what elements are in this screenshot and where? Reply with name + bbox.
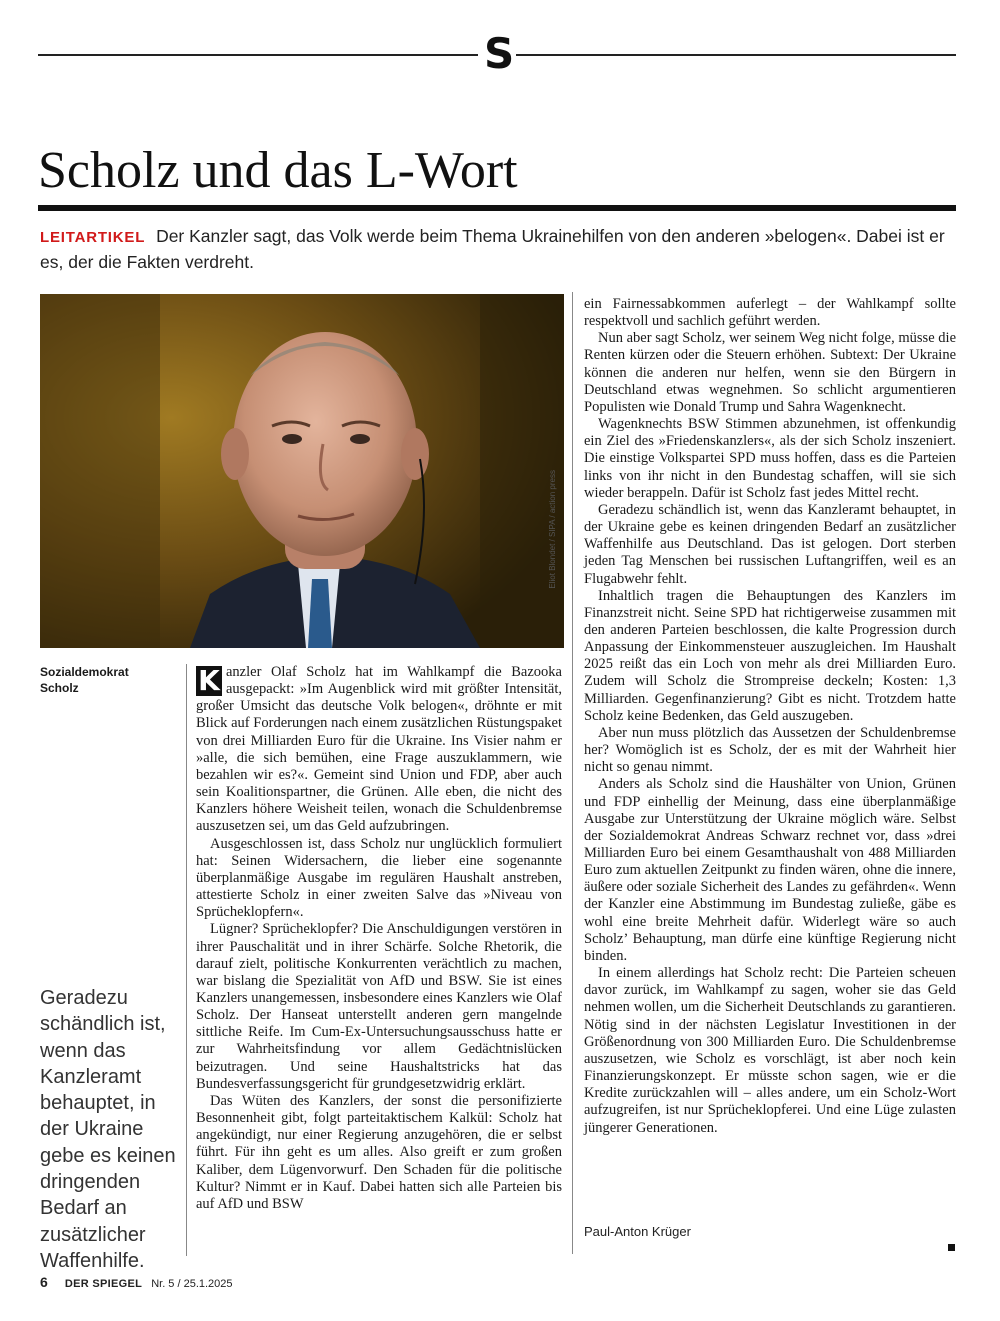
paragraph bbox=[196, 664, 562, 836]
headline: Scholz und das L-Wort bbox=[38, 142, 518, 199]
photo-caption bbox=[40, 664, 180, 696]
top-rule-left bbox=[38, 54, 478, 56]
caption-line-1: Sozialdemokrat bbox=[40, 665, 129, 679]
teaser bbox=[40, 224, 955, 275]
paragraph: Inhaltlich tragen die Behauptungen des Kanzlers im Finanzstreit nicht. Seine SPD hat richtigerweise zusammen mit den anderen Parteien beschlossen, die kalte Progression durch Anpassung der Einkommensteuer auszugleichen. Im Haushalt 2025 reißt das ein Loch von mehr als drei Milliarden Euro. Zudem will Scholz die Strompreise deckeln; Kosten: 1,3 Milliarden. Gegenfinanzierung? Gibt es nicht. Trotzdem hatte Scholz keine Bedenken, das Geld auszugeben. bbox=[584, 587, 956, 724]
article-column-right bbox=[584, 296, 956, 1137]
article-column-middle bbox=[196, 664, 562, 1213]
photo-credit: Eliot Blondet / SIPA / action press bbox=[548, 470, 557, 589]
paragraph: Nun aber sagt Scholz, wer seinem Weg nicht folge, müsse die Renten kürzen oder die Steuern erhöhen. Subtext: Der Ukraine können die anderen nur helfen, wenn sie den Bürgern in Deutschland etwas wegnehmen. So schlicht argumentieren Populisten wie Donald Trump und Sahra Wagenknecht. bbox=[584, 330, 956, 415]
paragraph: In einem allerdings hat Scholz recht: Die Parteien scheuen davor zurück, im Wahlkampf zu sagen, woher sie das Geld nehmen wollen, um die Sicherheit Deutschlands zu garantieren. Nötig sind in der nächsten Legislatur Investitionen in der Größenordnung von 300 Milliarden Euro. Die Schuldenbremse auszusetzen, wie Scholz es vorschlägt, ist aber noch kein Finanzierungskonzept. Er müsste schon sagen, wie er die Kredite zurückzahlen will – alles andere, um ein Scholz-Wort aufzugreifen, ist nur Sprücheklopferei. Und eine Lüge zulasten jüngerer Generationen. bbox=[584, 965, 956, 1136]
end-mark bbox=[948, 1244, 955, 1251]
paragraph: ein Fairnessabkommen auferlegt – der Wahlkampf sollte respektvoll und sachlich geführt werden. bbox=[584, 296, 956, 330]
paragraph: Aber nun muss plötzlich das Aussetzen der Schuldenbremse her? Womöglich ist es Scholz, der es mit der Wahrheit hier nicht so genau nimmt. bbox=[584, 724, 956, 776]
portrait-photo bbox=[40, 294, 564, 648]
spiegel-logo: S bbox=[484, 29, 515, 78]
page-number: 6 bbox=[40, 1274, 48, 1290]
column-rule-right bbox=[572, 292, 573, 1254]
paragraph-text: anzler Olaf Scholz hat im Wahlkampf die Bazooka ausgepackt: »Im Augenblick wird mit größter Intensität, großer Umsicht das deutsche Volk belogen«, dröhnte er mit Blick auf Forderungen nach einem zusätzlichen Rüstungspaket von drei Milliarden Euro für die Ukraine. Ins Visier nahm er »alle, die sich bemühen, eine Frage auszuklammern, wie bezahlen wir es?«. Gemeint sind Union und FDP, aber auch sein Koalitionspartner, die Grünen. Alle eben, die nicht des Kanzlers höhere Weisheit teilen, wonach die Schuldenbremse auszusetzen sei, um das Geld aufzubringen. bbox=[196, 664, 562, 835]
portrait-illustration bbox=[40, 294, 564, 648]
folio bbox=[40, 1274, 233, 1290]
top-rule-right bbox=[516, 54, 956, 56]
magazine-name: DER SPIEGEL bbox=[64, 1278, 143, 1290]
paragraph: Lügner? Sprücheklopfer? Die Anschuldigungen verstören in ihrer Pauschalität und in ihrer Schärfe. Solche Rhetorik, die darauf zielt, politische Konkurrenten verächtlich zu machen, war bislang die Spezialität von AfD und BSW. Sie ist eines Kanzlers unangemessen, insbesondere eines Kanzlers wie Olaf Scholz. Der Hanseat unterstellt anderen gern mangelnde sittliche Reife. Im Cum-Ex-Untersuchungsausschuss hatte er zur Wahrheitsfindung vor allem Gedächtnislücken beizutragen. Und seine Haushaltstricks hat das Bundesverfassungsgericht für grundgesetzwidrig erklärt. bbox=[196, 921, 562, 1092]
pull-quote: Geradezu schändlich ist, wenn das Kanzleramt behauptet, in der Ukraine gebe es keinen dringenden Bedarf an zusätzlicher Waffenhilfe. bbox=[40, 987, 176, 1272]
paragraph: Wagenknechts BSW Stimmen abzunehmen, ist offenkundig ein Ziel des »Friedenskanzlers«, als der sich Scholz inszeniert. Die einstige Volkspartei SPD muss hoffen, dass es die Parteien links von ihr nicht in den Bundestag schaffen, will sie sich wieder berappeln. Dafür ist Scholz fast jedes Mittel recht. bbox=[584, 416, 956, 501]
headline-rule bbox=[38, 205, 956, 211]
author-byline: Paul-Anton Krüger bbox=[584, 1224, 691, 1239]
kicker: LEITARTIKEL bbox=[40, 229, 146, 246]
column-rule-left bbox=[186, 664, 187, 1256]
issue-info: Nr. 5 / 25.1.2025 bbox=[151, 1278, 233, 1290]
paragraph: Geradezu schändlich ist, wenn das Kanzleramt behauptet, in der Ukraine gebe es keinen dringenden Bedarf an zusätzlicher Waffenhilfe aus Deutschland. Das ist gelogen. Dort sterben jeden Tag Menschen bei russischen Luftangriffen, weil es an Flugabwehr fehlt. bbox=[584, 501, 956, 587]
caption-line-2: Scholz bbox=[40, 681, 79, 695]
teaser-text: Der Kanzler sagt, das Volk werde beim Thema Ukrainehilfen von den anderen »belogen«. Dabei ist er es, der die Fakten verdreht. bbox=[40, 226, 945, 272]
paragraph: Anders als Scholz sind die Haushälter von Union, Grünen und FDP einhellig der Meinung, dass eine überplanmäßige Ausgabe zur Unterstützung der Ukraine möglich wäre. Selbst der Sozialdemokrat Andreas Schwarz rechnet vor, dass »drei Milliarden Euro bei einem Gesamthaushalt von 488 Milliarden Euro zum aktuellen Zeitpunkt zu finden wären, ohne die innere, äußere oder soziale Sicherheit des Landes zu gefährden«. Wenn der Kanzler eine Abstimmung im Bundestag zuließe, gäbe es wohl eine breite Mehrheit dafür. Widerlegt wäre so auch Scholz’ Behauptung, man dürfe eine künftige Regierung nicht binden. bbox=[584, 776, 956, 964]
drop-cap: K bbox=[196, 666, 222, 696]
paragraph: Ausgeschlossen ist, dass Scholz nur unglücklich formuliert hat: Seinen Widersachern, die lieber eine sogenannte überplanmäßige Ausgabe im regulären Haushalt anstreben, attestierte Scholz in einer zweiten Salve das »Niveau von Sprücheklopfern«. bbox=[196, 835, 562, 921]
paragraph: Das Wüten des Kanzlers, der sonst die personifizierte Besonnenheit gibt, folgt parteitaktischem Kalkül: Scholz hat angekündigt, nur einer Regierung anzugehören, die er selbst führt. Für ihn geht es um alles. Also greift er zum großen Kaliber, dem Lügenvorwurf. Den Schaden für die politische Kultur? Nimmt er in Kauf. Dabei hatten sich alle Parteien bis auf AfD und BSW bbox=[196, 1092, 562, 1212]
